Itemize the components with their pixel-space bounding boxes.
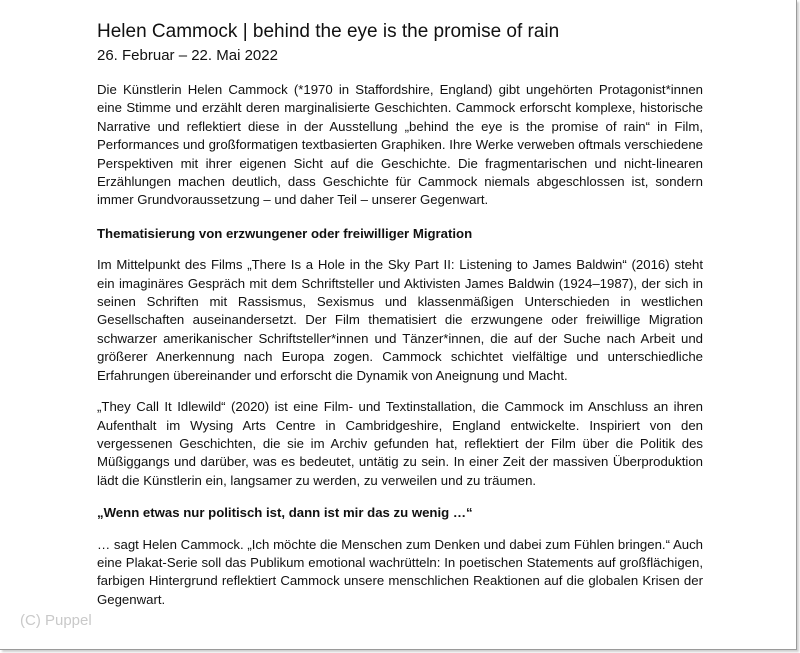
watermark: (C) Puppel: [20, 612, 92, 629]
exhibition-date: 26. Februar – 22. Mai 2022: [97, 47, 278, 64]
page-title: Helen Cammock | behind the eye is the promise of rain: [97, 21, 560, 42]
closing-paragraph: … sagt Helen Cammock. „Ich möchte die Menschen zum Denken und dabei zum Fühlen bringen.“ Auch eine Plakat-Serie soll das Publikum emotional wachrütteln: In poetischen Statements auf großflächigen, farbigen Hintergrund reflektiert Cammock unsere menschlichen Reaktionen auf die globalen Krisen der Gegenwart.: [97, 536, 703, 607]
quote-heading: „Wenn etwas nur politisch ist, dann ist mir das zu wenig …“: [97, 505, 473, 521]
document-body: [97, 20, 703, 609]
idlewild-paragraph: „They Call It Idlewild“ (2020) ist eine Film- und Textinstallation, die Cammock im Anschluss an ihren Aufenthalt im Wysing Arts Centre in Cambridgeshire, England entwickelte. Inspiriert von den vergessenen Geschichten, die sie im Archiv gefunden hat, reflektiert der Film über die Politik des Müßiggangs und darüber, was es bedeutet, untätig zu sein. In einer Zeit der massiven Überproduktion lädt die Künstlerin ein, langsamer zu werden, zu verweilen und zu träumen.: [97, 399, 703, 488]
section-heading: Thematisierung von erzwungener oder freiwilliger Migration: [97, 225, 473, 241]
baldwin-paragraph: Im Mittelpunkt des Films „There Is a Hole in the Sky Part II: Listening to James Baldwin“ (2016) steht ein imaginäres Gespräch mit dem Schriftsteller und Aktivisten James Baldwin (1924–1987), der sich in seinen Schriften mit Rassismus, Sexismus und klassenmäßigen Unterschieden in westlichen Gesellschaften auseinandersetzt. Der Film thematisiert die erzwungene oder freiwillige Migration schwarzer amerikanischer Schriftsteller*innen und Tänzer*innen, die auf der Suche nach Arbeit und größerer Anerkennung nach Europa zogen. Cammock schichtet vielfältige und unterschiedliche Erfahrungen übereinander und erforscht die Dynamik von Aneignung und Macht.: [97, 257, 703, 383]
intro-paragraph: Die Künstlerin Helen Cammock (*1970 in Staffordshire, England) gibt ungehörten Protagonist*innen eine Stimme und erzählt deren marginalisierte Geschichten. Cammock erforscht komplexe, historische Narrative und reflektiert diese in der Ausstellung „behind the eye is the promise of rain“ in Film, Performances und großformatigen textbasierten Graphiken. Ihre Werke verweben oftmals verschiedene Perspektiven mit ihrer eigenen Sicht auf die Geschichte. Die fragmentarischen und nicht-linearen Erzählungen machen deutlich, dass Geschichte für Cammock niemals abgeschlossen ist, sondern immer Grundvoraussetzung – und daher Teil – unserer Gegenwart.: [97, 82, 703, 208]
